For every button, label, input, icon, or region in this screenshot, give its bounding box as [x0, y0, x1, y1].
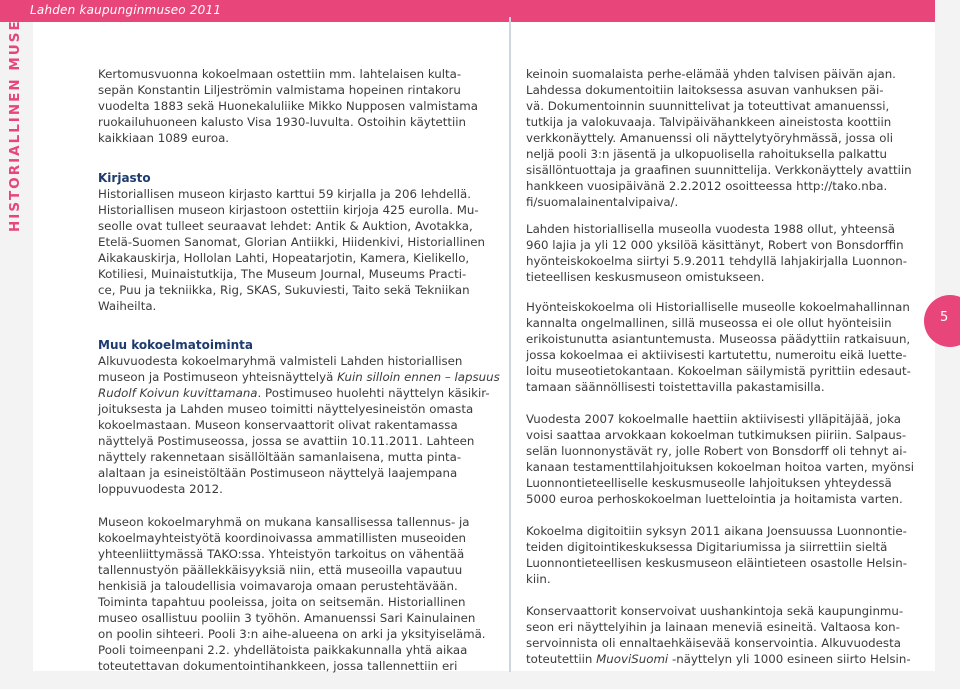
text-line	[526, 651, 926, 667]
paragraph-digitization	[526, 523, 926, 587]
text-line: näyttelyä Postimuseossa, jossa se avattiin 10.11.2011. Lahteen	[98, 434, 475, 448]
text-line: Kertomusvuonna kokoelmaan ostettiin mm. lahtelaisen kulta-	[98, 67, 462, 81]
paragraph-tako	[98, 514, 498, 674]
text-line: tieteellisen keskusmuseon omistukseen.	[526, 270, 765, 284]
paragraph-gap	[98, 146, 498, 163]
text-line	[98, 369, 498, 385]
text-line: ce, Puu ja tekniikka, Rig, SKAS, Sukuviesti, Taito sekä Tekniikan	[98, 283, 470, 297]
text-line: Historiallisen museon kirjastoon ostettiin kirjoja 425 eurolla. Mu-	[98, 203, 479, 217]
paragraph-insect-collection	[526, 221, 926, 285]
text-line: tamaan säännöllisesti toistettavilla pakastamisilla.	[526, 380, 825, 394]
text-line: hyönteiskokoelma siirtyi 5.9.2011 tehdyllä lahjakirjalla Luonnon-	[526, 254, 908, 268]
text-line: Kokoelma digitoitiin syksyn 2011 aikana Joensuussa Luonnontie-	[526, 524, 907, 538]
section-title-vertical: HISTORIALLINEN MUSEO	[7, 5, 23, 232]
paragraph-gap	[98, 497, 498, 514]
text-line: 5000 euroa perhoskokoelman luettelointia ja hoitamista varten.	[526, 492, 903, 506]
text-line: voisi saattaa arvokkaan kokoelman tutkimuksen piiriin. Salpaus-	[526, 428, 907, 442]
text-line: ruokailuhuoneen kalusto Visa 1930-luvulta. Ostoihin käytettiin	[98, 115, 467, 129]
text-run: . Postimuseo huolehti näyttelyn käsikir-	[257, 386, 490, 400]
text-run: museon ja Postimuseon yhteisnäyttelyä	[98, 370, 338, 384]
text-line: loitu museotietokantaan. Kokoelman säilymistä pyrittiin edesaut-	[526, 364, 911, 378]
text-line: Historiallisen museon kirjasto karttui 59 kirjalla ja 206 lehdellä.	[98, 187, 472, 201]
text-line: kiin.	[526, 572, 551, 586]
text-line: alaltaan ja esineistöltään Postimuseon näyttelyä laajempana	[98, 466, 458, 480]
text-line: Kotiliesi, Muinaistutkija, The Museum Journal, Museums Practi-	[98, 267, 467, 281]
text-line: sepän Konstantin Liljeströmin valmistama hopeinen rintakoru	[98, 83, 461, 97]
left-column	[98, 66, 498, 674]
text-line: verkkonäyttely. Amanuenssi oli näyttelytyöryhmässä, jossa oli	[526, 131, 894, 145]
text-line: yhteenliittymässä TAKO:ssa. Yhteistyön tarkoitus on vähentää	[98, 547, 465, 561]
exhibition-title: Kuin silloin ennen – lapsuus	[337, 370, 500, 384]
text-line: jossa kokoelmaa ei aktiivisesti kartutettu, numeroitu eikä luette-	[526, 348, 907, 362]
text-line: Luonnontieteellisen keskusmuseon eläintieteen osastolle Helsin-	[526, 556, 907, 570]
text-line: erikoistunutta asiantuntemusta. Museossa päädyttiin ratkaisuun,	[526, 332, 911, 346]
paragraph-gap	[526, 395, 926, 411]
text-line: servoinnista oli ennaltaehkäisevää konservointia. Alkuvuodesta	[526, 636, 901, 650]
text-line: museo osallistuu pooliin 3 työhön. Amanuenssi Sari Kainulainen	[98, 611, 476, 625]
text-run: -näyttelyn yli 1000 esineen siirto Helsin-	[668, 652, 911, 666]
text-line: vuodelta 1883 sekä Huonekaluliike Mikko Nupposen valmistama	[98, 99, 479, 113]
paragraph-gap	[526, 210, 926, 221]
paragraph-gap	[98, 163, 498, 170]
text-line: kaikkiaan 1089 euroa.	[98, 131, 230, 145]
paragraph-maintainer	[526, 411, 926, 507]
paragraph-insect-problem	[526, 299, 926, 395]
text-line: Museon kokoelmaryhmä on mukana kansallisessa tallennus- ja	[98, 515, 470, 529]
text-line: teiden digitointikeskuksessa Digitariumissa ja siirrettiin sieltä	[526, 540, 888, 554]
text-line: loppuvuodesta 2012.	[98, 482, 223, 496]
exhibition-title-cont: Rudolf Koivun kuvittamana	[98, 386, 258, 400]
text-line: Konservaattorit konservoivat uushankintoja sekä kaupunginmu-	[526, 604, 904, 618]
paragraph-gap	[98, 314, 498, 337]
text-line: Toiminta tapahtuu pooleissa, joita on seitsemän. Historiallinen	[98, 595, 466, 609]
text-line: fi/suomalainentalvipaiva/.	[526, 195, 679, 209]
text-line: toteutettavan dokumentointihankkeen, jossa tallennettiin eri	[98, 659, 458, 673]
text-line: on poolin sihteeri. Pooli 3:n aihe-alueena on arki ja yksityiselämä.	[98, 627, 486, 641]
text-line: Luonnontieteelliselle keskusmuseolle lahjoituksen yhteydessä	[526, 476, 892, 490]
text-line: vä. Dokumentoinnin suunnittelivat ja toteuttivat amanuenssi,	[526, 99, 890, 113]
text-line: Pooli toimeenpani 2.2. yhdellätoista paikkakunnalla yhtä aikaa	[98, 643, 468, 657]
text-line: seolle ovat tulleet seuraavat lehdet: Antik & Auktion, Avotakka,	[98, 219, 473, 233]
heading-muu-kokoelmatoiminta: Muu kokoelmatoiminta	[98, 338, 253, 352]
page-number: 5	[940, 310, 949, 325]
exhibition-title: MuoviSuomi	[596, 652, 669, 666]
text-line: Lahden historiallisella museolla vuodesta 1988 ollut, yhteensä	[526, 222, 896, 236]
text-line: kannalta ongelmallinen, sillä museossa ei ole ollut hyönteisiin	[526, 316, 892, 330]
paragraph-exhibition	[98, 353, 498, 497]
text-line: kokoelmayhteistyötä koordinoivassa ammatillisten museoiden	[98, 531, 466, 545]
text-line	[98, 385, 498, 401]
text-line: selän luonnonystävät ry, jolle Robert von Bonsdorff oli tehnyt ai-	[526, 444, 907, 458]
text-line: Alkuvuodesta kokoelmaryhmä valmisteli Lahden historiallisen	[98, 354, 463, 368]
text-line: hankkeen vuosipäivänä 2.2.2012 osoitteessa http://tako.nba.	[526, 179, 888, 193]
header-title: Lahden kaupunginmuseo 2011	[30, 3, 222, 17]
text-line: keinoin suomalaista perhe-elämää yhden talvisen päivän ajan.	[526, 67, 896, 81]
text-line: tallennustyön päällekkäisyyksiä niin, että museoilla vapautuu	[98, 563, 463, 577]
paragraph-gap	[526, 587, 926, 603]
text-line: henkisiä ja taloudellisia voimavaroja omaan perustehtävään.	[98, 579, 458, 593]
right-column	[526, 66, 926, 667]
paragraph-winter-day	[526, 66, 926, 210]
text-line: sisällöntuottaja ja graafinen suunnittelija. Verkkonäyttely avattiin	[526, 163, 912, 177]
text-line: näyttely rakennetaan sisällöltään samanlaisena, mutta pinta-	[98, 450, 462, 464]
text-line: Aikakauskirja, Hollolan Lahti, Hopeatarjotin, Kamera, Kielikello,	[98, 251, 470, 265]
text-run: toteutettiin	[526, 652, 597, 666]
text-line: Hyönteiskokoelma oli Historialliselle museolle kokoelmahallinnan	[526, 300, 910, 314]
paragraph-acquisitions	[98, 66, 498, 146]
text-line: Vuodesta 2007 kokoelmalle haettiin aktiivisesti ylläpitäjää, joka	[526, 412, 901, 426]
text-line: Waiheilta.	[98, 299, 157, 313]
heading-kirjasto: Kirjasto	[98, 171, 151, 185]
text-line: joituksesta ja Lahden museo toimitti näyttelyesineistön omasta	[98, 402, 474, 416]
text-line: tutkija ja valokuvaaja. Talvipäivähankkeen aineistosta koottiin	[526, 115, 892, 129]
text-line: Lahdessa dokumentoitiin laitoksessa asuvan vanhuksen päi-	[526, 83, 884, 97]
paragraph-gap	[526, 285, 926, 299]
text-line: Etelä-Suomen Sanomat, Glorian Antiikki, Hiidenkivi, Historiallinen	[98, 235, 485, 249]
paragraph-library	[98, 186, 498, 314]
column-divider	[509, 17, 511, 672]
text-line: kanaan testamenttilahjoituksen kokoelman hoitoa varten, myönsi	[526, 460, 915, 474]
text-line: seon eri näyttelyihin ja lainaan meneviä esineitä. Valtaosa kon-	[526, 620, 900, 634]
paragraph-gap	[526, 507, 926, 523]
paragraph-conservation	[526, 603, 926, 667]
text-line: neljä pooli 3:n jäsentä ja ulkopuolisella rahoituksella palkattu	[526, 147, 888, 161]
text-line: 960 lajia ja yli 12 000 yksilöä käsittänyt, Robert von Bonsdorffin	[526, 238, 904, 252]
header-bar	[0, 0, 935, 22]
text-line: kokoelmastaan. Museon konservaattorit olivat rakentamassa	[98, 418, 458, 432]
